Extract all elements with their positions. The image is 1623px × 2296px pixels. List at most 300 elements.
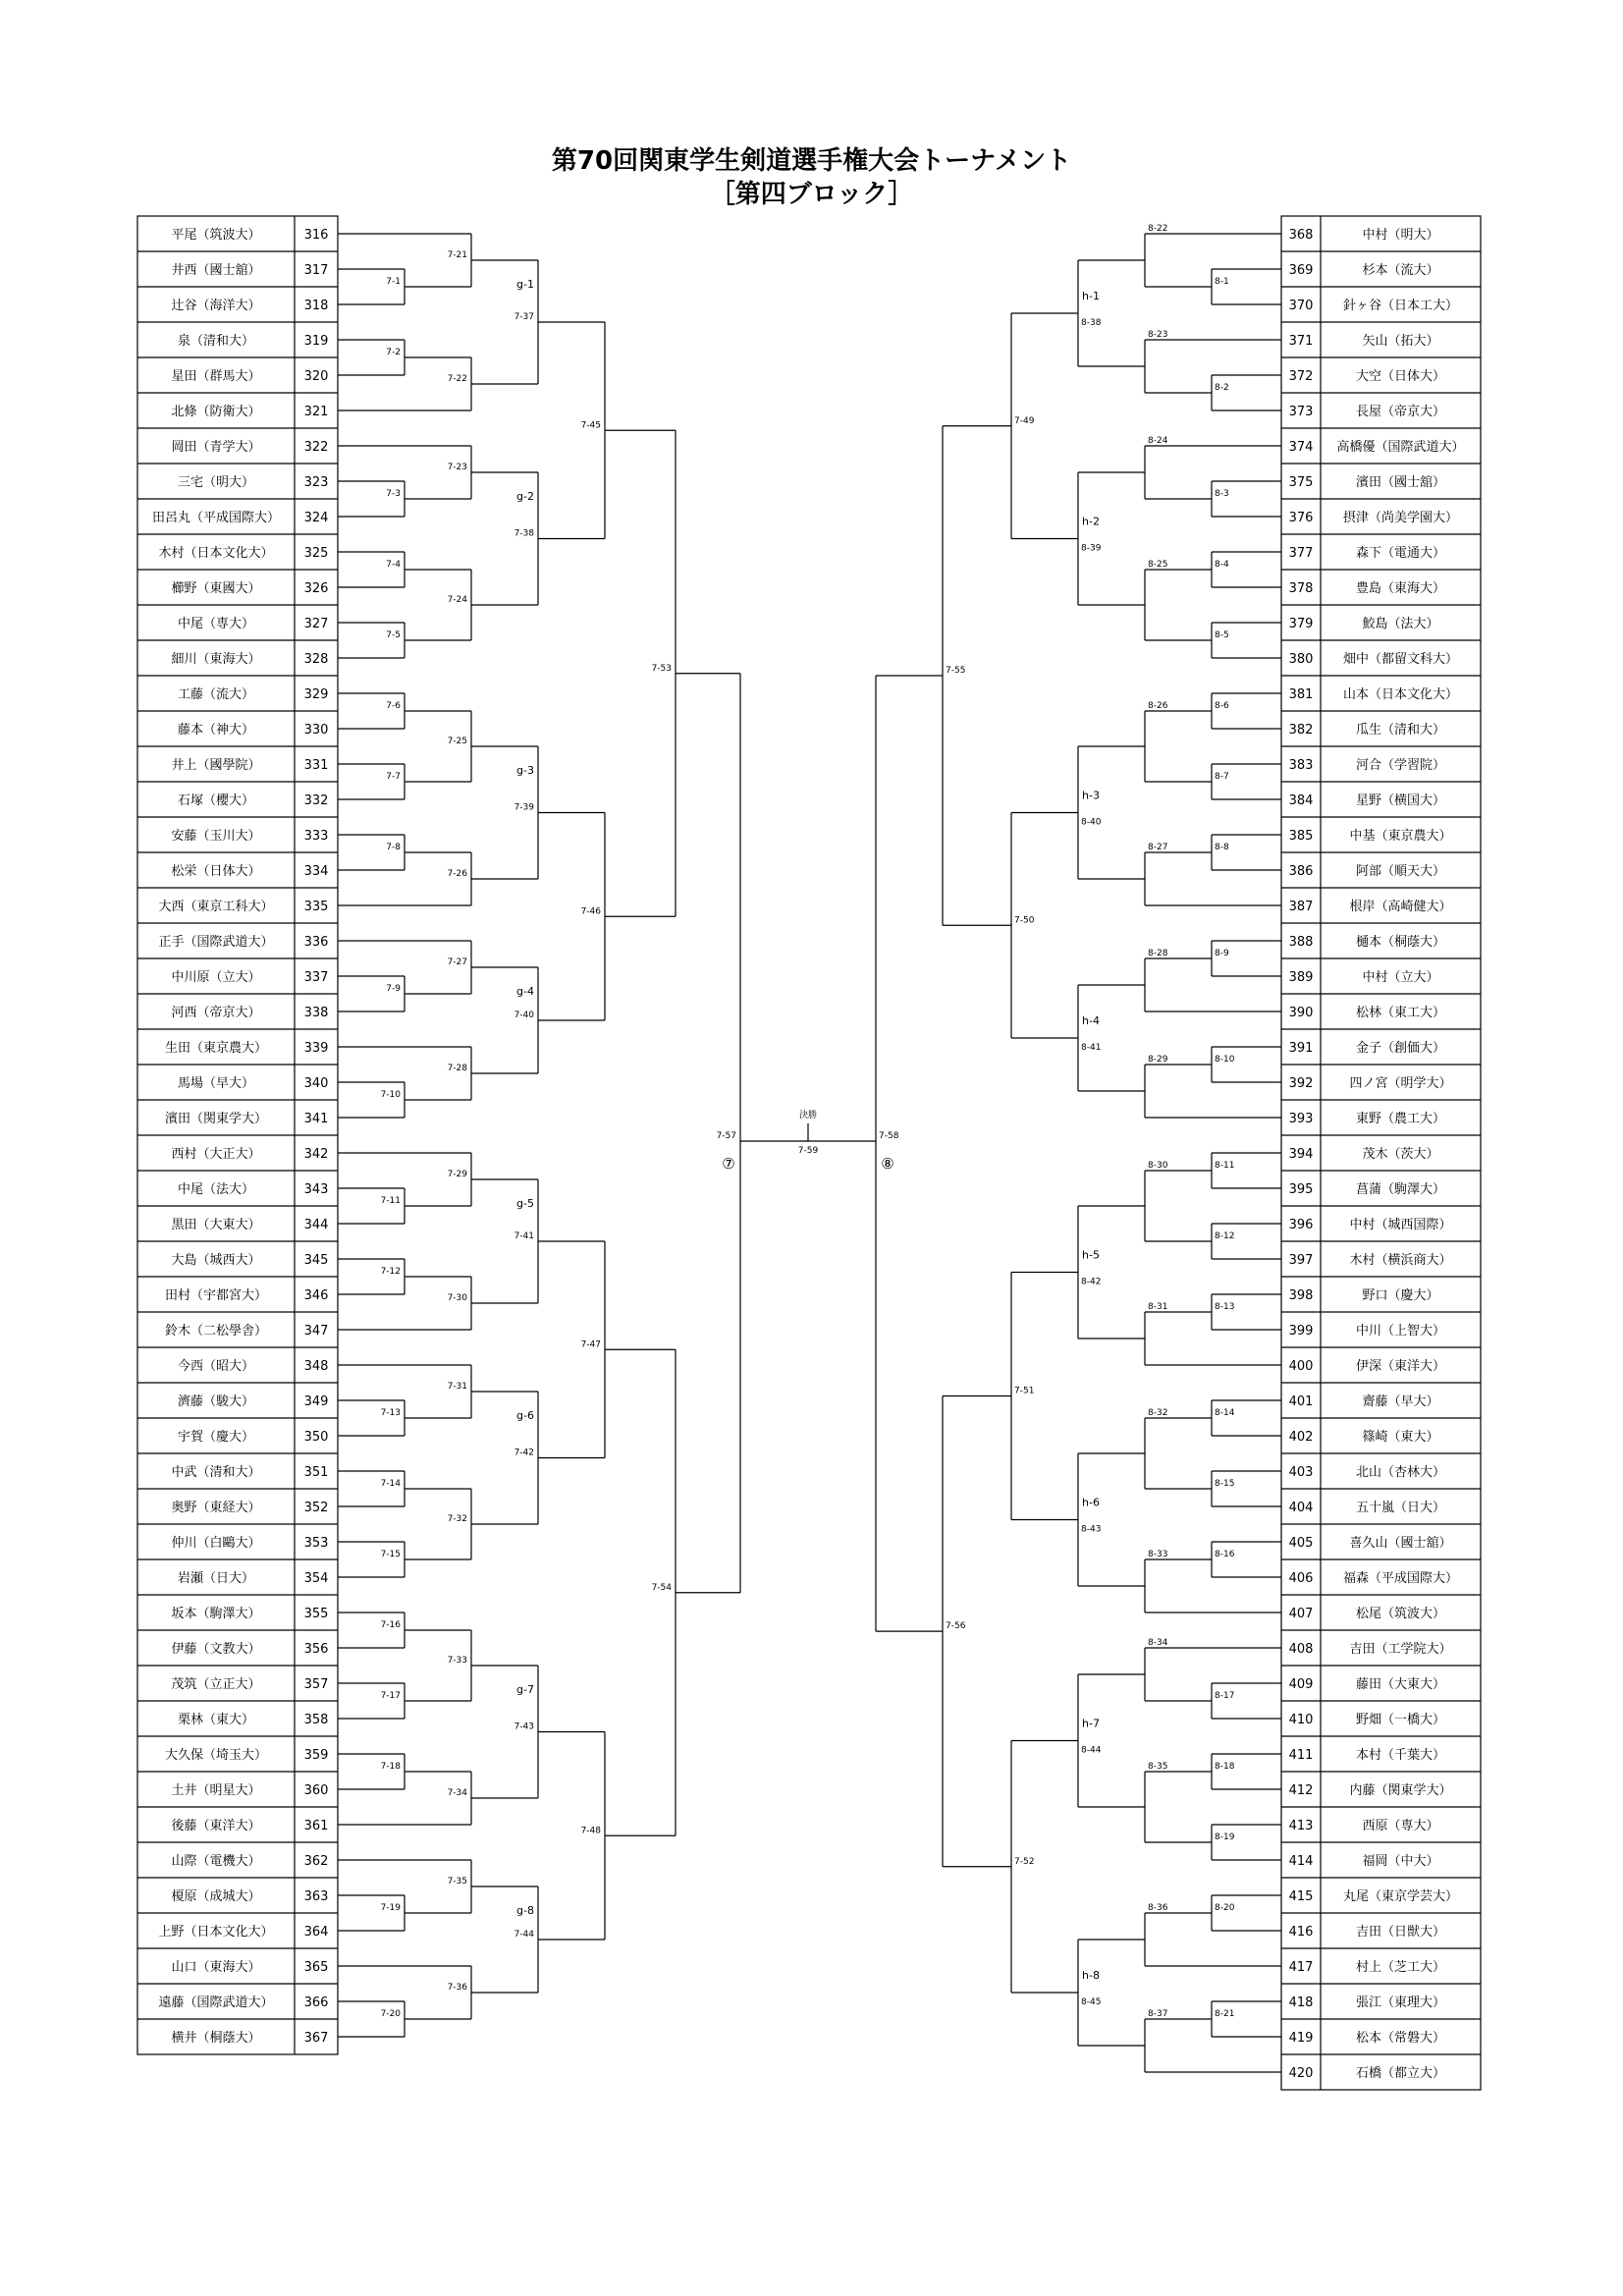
left-player-name: 中尾（専大） xyxy=(177,617,255,631)
match-label: 8-15 xyxy=(1215,1479,1235,1489)
right-player-seed: 378 xyxy=(1288,581,1314,596)
match-label: 8-24 xyxy=(1148,436,1168,446)
right-player-name: 茂木（茨大） xyxy=(1362,1147,1439,1162)
right-player-name: 中村（立大） xyxy=(1362,970,1439,985)
right-player-seed: 396 xyxy=(1288,1218,1314,1232)
right-player-seed: 419 xyxy=(1288,2031,1314,2046)
match-label: 7-28 xyxy=(447,1064,467,1073)
right-player-name: 藤田（大東大） xyxy=(1355,1677,1446,1692)
left-player-seed: 342 xyxy=(303,1147,329,1162)
match-label: 7-57 xyxy=(716,1131,736,1141)
left-player-seed: 352 xyxy=(303,1501,329,1515)
match-label: 8-8 xyxy=(1215,843,1229,852)
left-player-name: 茂筑（立正大） xyxy=(171,1677,261,1692)
group-label: g-4 xyxy=(516,985,534,998)
left-player-name: 岩瀬（日大） xyxy=(177,1571,255,1586)
left-player-seed: 333 xyxy=(303,829,329,844)
left-player-name: 大島（城西大） xyxy=(171,1253,261,1268)
left-player-seed: 361 xyxy=(303,1819,329,1833)
left-player-name: 坂本（駒澤大） xyxy=(171,1607,261,1621)
match-label: 7-6 xyxy=(386,701,401,711)
left-player-name: 平尾（筑波大） xyxy=(171,228,261,243)
left-player-name: 大久保（埼玉大） xyxy=(164,1748,268,1763)
match-label: 7-5 xyxy=(386,630,401,640)
left-player-seed: 324 xyxy=(303,511,329,525)
match-label: 7-19 xyxy=(380,1903,401,1913)
left-player-name: 今西（昭大） xyxy=(177,1359,255,1374)
right-player-name: 齋藤（早大） xyxy=(1362,1394,1439,1409)
group-label: h-5 xyxy=(1082,1248,1100,1262)
right-player-name: 河合（学習院） xyxy=(1355,758,1446,773)
match-label: 7-54 xyxy=(651,1582,672,1593)
left-player-name: 泉（清和大） xyxy=(177,334,255,349)
left-player-seed: 321 xyxy=(303,405,329,419)
match-label: 8-23 xyxy=(1148,330,1168,340)
left-player-seed: 356 xyxy=(303,1642,329,1657)
right-player-seed: 381 xyxy=(1288,687,1314,702)
match-label: 8-1 xyxy=(1215,277,1229,287)
right-player-seed: 380 xyxy=(1288,652,1314,667)
left-player-seed: 318 xyxy=(303,299,329,313)
left-player-name: 井上（國學院） xyxy=(171,758,261,773)
right-player-seed: 369 xyxy=(1288,263,1314,278)
right-player-name: 山本（日本文化大） xyxy=(1342,687,1459,702)
left-player-name: 仲川（白鷗大） xyxy=(171,1536,261,1551)
left-player-name: 土井（明星大） xyxy=(171,1783,261,1798)
match-label: 7-24 xyxy=(447,595,467,605)
left-player-seed: 335 xyxy=(303,900,329,914)
left-player-name: 後藤（東洋大） xyxy=(171,1819,261,1833)
final-label: 決勝 xyxy=(798,1111,818,1121)
match-label: 7-49 xyxy=(1014,415,1035,426)
right-player-seed: 390 xyxy=(1288,1006,1314,1020)
match-label: 7-48 xyxy=(580,1826,601,1836)
left-player-seed: 336 xyxy=(303,935,329,950)
left-player-name: 星田（群馬大） xyxy=(171,369,261,384)
match-label: 7-59 xyxy=(797,1146,819,1156)
match-label: 8-35 xyxy=(1148,1762,1168,1772)
right-player-name: 福岡（中大） xyxy=(1362,1854,1439,1869)
right-player-seed: 402 xyxy=(1288,1430,1314,1445)
match-label: 8-37 xyxy=(1148,2009,1168,2019)
right-player-name: 摂津（尚美学園大） xyxy=(1342,511,1459,525)
left-player-name: 山際（電機大） xyxy=(171,1854,261,1869)
right-player-name: 五十嵐（日大） xyxy=(1355,1501,1446,1515)
match-label: 8-11 xyxy=(1215,1161,1235,1171)
left-player-seed: 364 xyxy=(303,1925,329,1940)
match-label: 8-30 xyxy=(1148,1161,1168,1171)
match-label: 8-12 xyxy=(1215,1231,1235,1241)
right-player-name: 野畑（一橋大） xyxy=(1355,1713,1446,1727)
match-label: 7-29 xyxy=(447,1170,467,1179)
match-label: 8-34 xyxy=(1148,1638,1168,1648)
match-label: 7-25 xyxy=(447,737,467,746)
match-label: 7-30 xyxy=(447,1293,467,1303)
left-player-seed: 358 xyxy=(303,1713,329,1727)
match-label: 8-9 xyxy=(1215,949,1229,958)
left-player-name: 藤本（神大） xyxy=(177,723,255,738)
left-player-name: 細川（東海大） xyxy=(171,652,261,667)
left-player-name: 生田（東京農大） xyxy=(164,1041,268,1056)
group-label: h-2 xyxy=(1082,515,1100,528)
right-player-seed: 384 xyxy=(1288,793,1314,808)
match-label: 7-50 xyxy=(1014,915,1035,926)
right-player-seed: 371 xyxy=(1288,334,1314,349)
left-player-name: 大西（東京工科大） xyxy=(158,900,274,914)
right-player-seed: 375 xyxy=(1288,475,1314,490)
left-player-seed: 341 xyxy=(303,1112,329,1126)
left-player-seed: 367 xyxy=(303,2031,329,2046)
right-player-seed: 383 xyxy=(1288,758,1314,773)
left-player-seed: 322 xyxy=(303,440,329,455)
right-player-seed: 372 xyxy=(1288,369,1314,384)
block-number-left: ⑦ xyxy=(722,1155,735,1173)
right-player-seed: 385 xyxy=(1288,829,1314,844)
left-player-name: 辻谷（海洋大） xyxy=(171,299,261,313)
right-player-seed: 374 xyxy=(1288,440,1314,455)
match-label: 7-45 xyxy=(580,420,601,431)
right-player-name: 鮫島（法大） xyxy=(1362,617,1439,631)
right-player-seed: 403 xyxy=(1288,1465,1314,1480)
left-player-name: 安藤（玉川大） xyxy=(171,829,261,844)
match-label: 7-35 xyxy=(447,1877,467,1886)
left-player-name: 濱田（関東学大） xyxy=(164,1112,268,1126)
right-player-name: 根岸（高崎健大） xyxy=(1349,900,1452,914)
match-label: 8-21 xyxy=(1215,2009,1235,2019)
left-player-name: 中川原（立大） xyxy=(171,970,261,985)
right-player-name: 大空（日体大） xyxy=(1355,369,1446,384)
left-player-name: 工藤（流大） xyxy=(177,687,255,702)
left-player-name: 宇賀（慶大） xyxy=(177,1430,255,1445)
right-player-name: 矢山（拓大） xyxy=(1362,334,1439,349)
left-player-name: 横井（桐蔭大） xyxy=(171,2031,261,2046)
right-player-seed: 386 xyxy=(1288,864,1314,879)
right-player-seed: 410 xyxy=(1288,1713,1314,1727)
right-player-name: 内藤（関東学大） xyxy=(1349,1783,1452,1798)
group-label: h-3 xyxy=(1082,789,1100,802)
match-label: 8-10 xyxy=(1215,1055,1235,1065)
left-player-name: 伊藤（文教大） xyxy=(171,1642,261,1657)
match-label: 8-42 xyxy=(1081,1277,1102,1287)
match-label: 7-12 xyxy=(380,1267,401,1277)
match-label: 7-15 xyxy=(380,1550,401,1559)
match-label: 7-38 xyxy=(514,528,534,539)
left-player-seed: 346 xyxy=(303,1288,329,1303)
right-player-seed: 397 xyxy=(1288,1253,1314,1268)
left-player-seed: 338 xyxy=(303,1006,329,1020)
left-player-name: 中尾（法大） xyxy=(177,1182,255,1197)
right-player-name: 瓜生（清和大） xyxy=(1355,723,1446,738)
right-player-seed: 413 xyxy=(1288,1819,1314,1833)
match-label: 8-45 xyxy=(1081,1997,1102,2007)
right-player-name: 針ヶ谷（日本工大） xyxy=(1342,299,1459,313)
match-label: 7-3 xyxy=(386,489,401,499)
right-player-name: 篠崎（東大） xyxy=(1362,1430,1439,1445)
match-label: 8-14 xyxy=(1215,1408,1235,1418)
left-player-seed: 332 xyxy=(303,793,329,808)
right-player-name: 喜久山（國士舘） xyxy=(1349,1536,1452,1551)
left-player-name: 田呂丸（平成国際大） xyxy=(151,511,281,525)
right-player-name: 樋本（桐蔭大） xyxy=(1355,935,1446,950)
left-player-name: 鈴木（二松學舎） xyxy=(164,1324,268,1339)
right-player-seed: 415 xyxy=(1288,1889,1314,1904)
match-label: 8-27 xyxy=(1148,843,1168,852)
left-player-seed: 355 xyxy=(303,1607,329,1621)
right-player-name: 松林（東工大） xyxy=(1355,1006,1446,1020)
right-player-seed: 388 xyxy=(1288,935,1314,950)
match-label: 7-55 xyxy=(946,666,966,676)
match-label: 8-18 xyxy=(1215,1762,1235,1772)
left-player-seed: 325 xyxy=(303,546,329,561)
right-player-name: 高橋優（国際武道大） xyxy=(1336,440,1465,455)
match-label: 7-4 xyxy=(386,560,401,570)
match-label: 8-36 xyxy=(1148,1903,1168,1913)
match-label: 7-14 xyxy=(380,1479,401,1489)
left-player-seed: 316 xyxy=(303,228,329,243)
match-label: 7-41 xyxy=(514,1231,534,1241)
left-player-seed: 340 xyxy=(303,1076,329,1091)
match-label: 7-34 xyxy=(447,1788,467,1798)
group-label: g-5 xyxy=(516,1197,534,1210)
match-label: 7-32 xyxy=(447,1514,467,1524)
right-player-name: 豊島（東海大） xyxy=(1355,581,1446,596)
left-player-name: 上野（日本文化大） xyxy=(158,1925,274,1940)
left-player-name: 石塚（櫻大） xyxy=(177,793,255,808)
block-number-right: ⑧ xyxy=(881,1155,894,1173)
right-player-name: 吉田（日獣大） xyxy=(1355,1925,1446,1940)
left-player-name: 河西（帝京大） xyxy=(171,1006,261,1020)
match-label: 8-6 xyxy=(1215,701,1229,711)
left-player-seed: 363 xyxy=(303,1889,329,1904)
right-player-name: 星野（横国大） xyxy=(1355,793,1446,808)
left-player-seed: 359 xyxy=(303,1748,329,1763)
group-label: g-2 xyxy=(516,490,534,503)
group-label: h-1 xyxy=(1082,290,1100,302)
right-player-name: 吉田（工学院大） xyxy=(1349,1642,1452,1657)
match-label: 8-38 xyxy=(1081,318,1102,328)
right-player-name: 福森（平成国際大） xyxy=(1342,1571,1459,1586)
right-player-seed: 398 xyxy=(1288,1288,1314,1303)
right-player-seed: 405 xyxy=(1288,1536,1314,1551)
match-label: 7-1 xyxy=(386,277,401,287)
match-label: 8-43 xyxy=(1081,1524,1102,1535)
left-player-name: 榎原（成城大） xyxy=(171,1889,261,1904)
match-label: 7-20 xyxy=(380,2009,401,2019)
match-label: 7-21 xyxy=(447,250,467,260)
match-label: 8-41 xyxy=(1081,1043,1102,1053)
match-label: 7-52 xyxy=(1014,1856,1035,1867)
right-player-name: 長屋（帝京大） xyxy=(1355,405,1446,419)
group-label: h-4 xyxy=(1082,1014,1100,1027)
match-label: 7-10 xyxy=(380,1090,401,1100)
left-player-name: 北條（防衛大） xyxy=(171,405,261,419)
right-player-seed: 377 xyxy=(1288,546,1314,561)
right-player-seed: 420 xyxy=(1288,2066,1314,2081)
left-player-seed: 343 xyxy=(303,1182,329,1197)
match-label: 8-17 xyxy=(1215,1691,1235,1701)
group-label: g-3 xyxy=(516,764,534,777)
right-player-name: 北山（杏林大） xyxy=(1355,1465,1446,1480)
right-player-seed: 399 xyxy=(1288,1324,1314,1339)
left-player-name: 奥野（東経大） xyxy=(171,1501,261,1515)
page-title: 第70回関東学生剣道選手権大会トーナメント xyxy=(551,146,1072,176)
right-player-name: 木村（横浜商大） xyxy=(1349,1253,1452,1268)
left-player-seed: 366 xyxy=(303,1995,329,2010)
right-player-name: 野口（慶大） xyxy=(1362,1288,1439,1303)
left-player-seed: 362 xyxy=(303,1854,329,1869)
match-label: 8-19 xyxy=(1215,1832,1235,1842)
left-player-name: 栗林（東大） xyxy=(177,1713,255,1727)
left-player-name: 正手（国際武道大） xyxy=(158,935,274,950)
group-label: g-7 xyxy=(516,1683,534,1696)
match-label: 7-46 xyxy=(580,906,601,917)
match-label: 7-47 xyxy=(580,1339,601,1350)
right-player-seed: 408 xyxy=(1288,1642,1314,1657)
right-player-seed: 373 xyxy=(1288,405,1314,419)
right-player-seed: 404 xyxy=(1288,1501,1314,1515)
left-player-seed: 353 xyxy=(303,1536,329,1551)
right-player-seed: 407 xyxy=(1288,1607,1314,1621)
left-player-name: 黒田（大東大） xyxy=(171,1218,261,1232)
right-player-name: 東野（農工大） xyxy=(1355,1112,1446,1126)
right-player-name: 金子（創価大） xyxy=(1355,1041,1446,1056)
right-player-name: 村上（芝工大） xyxy=(1355,1960,1446,1975)
right-player-seed: 416 xyxy=(1288,1925,1314,1940)
match-label: 8-26 xyxy=(1148,701,1168,711)
left-player-name: 山口（東海大） xyxy=(171,1960,261,1975)
match-label: 7-27 xyxy=(447,957,467,967)
left-player-seed: 357 xyxy=(303,1677,329,1692)
match-label: 7-51 xyxy=(1014,1386,1035,1396)
left-player-seed: 317 xyxy=(303,263,329,278)
left-player-seed: 323 xyxy=(303,475,329,490)
group-label: g-6 xyxy=(516,1409,534,1422)
match-label: 7-22 xyxy=(447,374,467,384)
right-player-name: 本村（千葉大） xyxy=(1355,1748,1446,1763)
match-label: 7-7 xyxy=(386,772,401,782)
right-player-seed: 414 xyxy=(1288,1854,1314,1869)
match-label: 8-39 xyxy=(1081,543,1102,554)
left-player-name: 岡田（青学大） xyxy=(171,440,261,455)
left-player-name: 濟藤（駿大） xyxy=(177,1394,255,1409)
match-label: 7-11 xyxy=(380,1196,401,1206)
match-label: 7-37 xyxy=(514,312,534,322)
right-player-name: 濱田（國士舘） xyxy=(1355,475,1446,490)
right-player-name: 西原（専大） xyxy=(1362,1819,1439,1833)
left-player-seed: 365 xyxy=(303,1960,329,1975)
match-label: 7-8 xyxy=(386,843,401,852)
right-player-name: 四ノ宮（明学大） xyxy=(1349,1076,1452,1091)
left-player-seed: 319 xyxy=(303,334,329,349)
left-player-name: 櫛野（東國大） xyxy=(171,581,261,596)
match-label: 7-44 xyxy=(514,1930,534,1940)
left-player-seed: 347 xyxy=(303,1324,329,1339)
left-player-seed: 360 xyxy=(303,1783,329,1798)
match-label: 7-40 xyxy=(514,1011,534,1020)
left-player-seed: 345 xyxy=(303,1253,329,1268)
right-player-seed: 395 xyxy=(1288,1182,1314,1197)
right-player-name: 阿部（順天大） xyxy=(1355,864,1446,879)
left-player-seed: 331 xyxy=(303,758,329,773)
right-player-seed: 411 xyxy=(1288,1748,1314,1763)
match-label: 7-39 xyxy=(514,802,534,813)
match-label: 7-16 xyxy=(380,1620,401,1630)
match-label: 7-33 xyxy=(447,1656,467,1666)
match-label: 8-13 xyxy=(1215,1302,1235,1312)
right-player-seed: 370 xyxy=(1288,299,1314,313)
right-player-name: 中川（上智大） xyxy=(1355,1324,1446,1339)
match-label: 8-22 xyxy=(1148,224,1168,234)
right-player-seed: 387 xyxy=(1288,900,1314,914)
left-player-name: 中武（清和大） xyxy=(171,1465,261,1480)
right-player-seed: 418 xyxy=(1288,1995,1314,2010)
right-player-name: 松本（常磐大） xyxy=(1355,2031,1446,2046)
right-player-seed: 394 xyxy=(1288,1147,1314,1162)
match-label: 7-17 xyxy=(380,1691,401,1701)
match-label: 8-20 xyxy=(1215,1903,1235,1913)
match-label: 7-36 xyxy=(447,1983,467,1993)
right-player-name: 杉本（流大） xyxy=(1362,263,1439,278)
left-player-name: 西村（大正大） xyxy=(171,1147,261,1162)
match-label: 7-2 xyxy=(386,348,401,357)
group-label: h-6 xyxy=(1082,1496,1100,1509)
match-label: 8-44 xyxy=(1081,1745,1102,1756)
right-player-seed: 409 xyxy=(1288,1677,1314,1692)
left-player-name: 田村（宇都宮大） xyxy=(164,1288,268,1303)
match-label: 7-18 xyxy=(380,1762,401,1772)
right-player-name: 張江（東理大） xyxy=(1355,1995,1446,2010)
right-player-name: 丸尾（東京学芸大） xyxy=(1342,1889,1459,1904)
right-player-name: 松尾（筑波大） xyxy=(1355,1607,1446,1621)
left-player-seed: 330 xyxy=(303,723,329,738)
left-player-seed: 320 xyxy=(303,369,329,384)
left-player-seed: 349 xyxy=(303,1394,329,1409)
left-player-seed: 354 xyxy=(303,1571,329,1586)
right-player-name: 中村（明大） xyxy=(1362,228,1439,243)
group-label: h-8 xyxy=(1082,1969,1100,1982)
left-player-seed: 337 xyxy=(303,970,329,985)
left-player-seed: 339 xyxy=(303,1041,329,1056)
match-label: 8-16 xyxy=(1215,1550,1235,1559)
right-player-name: 中基（東京農大） xyxy=(1349,829,1452,844)
right-player-seed: 392 xyxy=(1288,1076,1314,1091)
left-player-name: 井西（國士舘） xyxy=(171,263,261,278)
left-player-seed: 334 xyxy=(303,864,329,879)
left-player-name: 馬場（早大） xyxy=(177,1076,255,1091)
left-player-name: 三宅（明大） xyxy=(177,475,255,490)
right-player-seed: 379 xyxy=(1288,617,1314,631)
match-label: 7-9 xyxy=(386,984,401,994)
left-player-seed: 344 xyxy=(303,1218,329,1232)
match-label: 7-23 xyxy=(447,463,467,472)
right-player-seed: 393 xyxy=(1288,1112,1314,1126)
left-player-seed: 327 xyxy=(303,617,329,631)
left-player-seed: 350 xyxy=(303,1430,329,1445)
match-label: 8-3 xyxy=(1215,489,1229,499)
match-label: 8-25 xyxy=(1148,560,1168,570)
right-player-seed: 401 xyxy=(1288,1394,1314,1409)
match-label: 7-43 xyxy=(514,1722,534,1732)
right-player-seed: 400 xyxy=(1288,1359,1314,1374)
left-player-seed: 348 xyxy=(303,1359,329,1374)
right-player-seed: 417 xyxy=(1288,1960,1314,1975)
right-player-seed: 382 xyxy=(1288,723,1314,738)
match-label: 7-42 xyxy=(514,1448,534,1458)
match-label: 8-40 xyxy=(1081,817,1102,828)
match-label: 8-32 xyxy=(1148,1408,1168,1418)
right-player-name: 畑中（都留文科大） xyxy=(1342,652,1459,667)
group-label: h-7 xyxy=(1082,1717,1100,1730)
